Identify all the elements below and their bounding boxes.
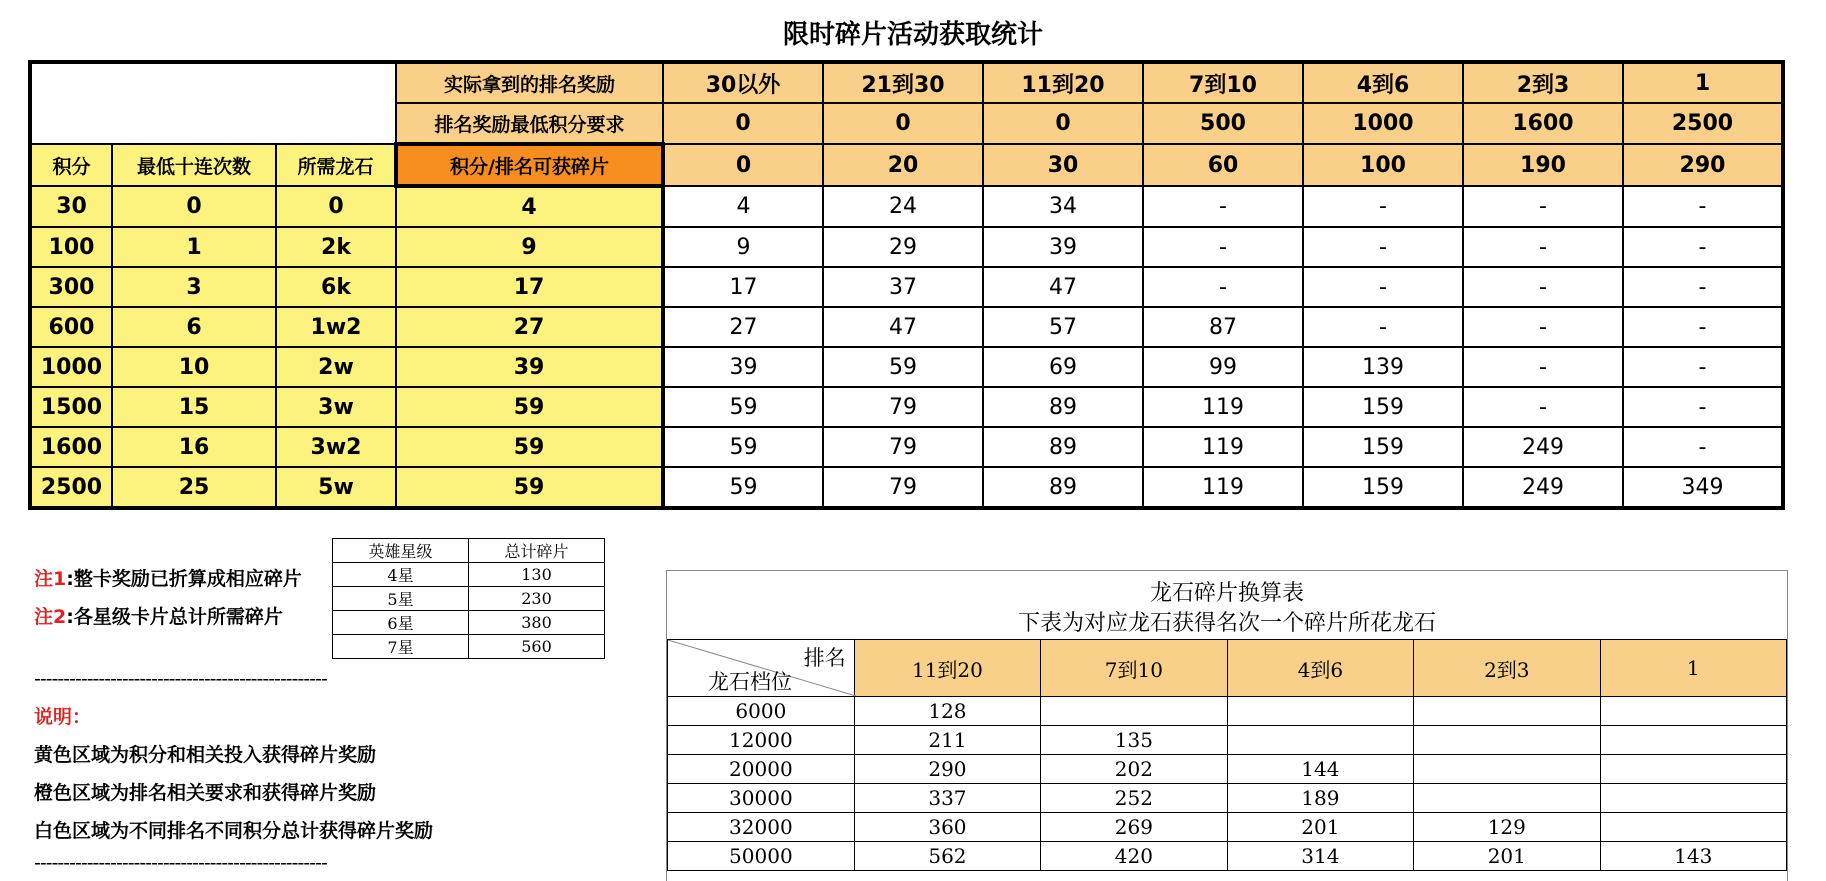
rank-header: 7到10: [1143, 62, 1303, 103]
table-row: [668, 697, 1787, 726]
dragon-cost-cell: 562: [854, 842, 1040, 871]
min-score-cell: 1600: [1463, 103, 1623, 144]
total-fragment-cell: -: [1463, 347, 1623, 387]
star-level-header: 英雄星级: [333, 539, 469, 563]
dragon-cost-cell: [1227, 697, 1413, 726]
min-score-cell: 0: [663, 103, 823, 144]
divider: --------------------------------------------------: [34, 852, 327, 874]
ten-pull-cell: 1: [112, 227, 276, 267]
dragon-cost-cell: [1414, 784, 1600, 813]
ten-pull-cell: 3: [112, 267, 276, 307]
explain-line: 白色区域为不同排名不同积分总计获得碎片奖励: [34, 820, 434, 842]
dragon-rank-header: 4到6: [1227, 640, 1413, 697]
dragon-cost-cell: 143: [1600, 842, 1786, 871]
score-cell: 30: [30, 186, 112, 227]
dragon-cost-cell: 201: [1414, 842, 1600, 871]
score-fragment-cell: 59: [396, 427, 663, 467]
dragon-cost-cell: 314: [1227, 842, 1413, 871]
total-fragment-cell: 159: [1303, 427, 1463, 467]
rank-fragment-cell: 30: [983, 144, 1143, 186]
total-fragment-cell: 89: [983, 387, 1143, 427]
dragon-cost-cell: 201: [1227, 813, 1413, 842]
dragon-cost-cell: 290: [854, 755, 1040, 784]
dragon-cost-cell: [1414, 697, 1600, 726]
table-row: [30, 427, 1783, 467]
table-row: [668, 813, 1787, 842]
total-fragments-header: 总计碎片: [469, 539, 605, 563]
min-score-cell: 500: [1143, 103, 1303, 144]
dragon-stone-cell: 3w: [276, 387, 396, 427]
dragon-tier-cell: 20000: [668, 755, 855, 784]
note-1: [34, 564, 302, 591]
score-header: 积分: [30, 144, 112, 186]
min-score-label: 排名奖励最低积分要求: [396, 103, 663, 144]
blank-corner: [30, 62, 396, 144]
ten-pull-header: 最低十连次数: [112, 144, 276, 186]
rank-fragment-cell: 190: [1463, 144, 1623, 186]
total-fragment-cell: 139: [1303, 347, 1463, 387]
total-fragment-cell: 47: [983, 267, 1143, 307]
total-fragment-cell: 119: [1143, 467, 1303, 508]
total-fragment-cell: -: [1463, 307, 1623, 347]
table-row: [30, 186, 1783, 227]
min-score-cell: 0: [823, 103, 983, 144]
star-fragment-cell: 380: [469, 611, 605, 635]
total-fragment-cell: -: [1623, 347, 1783, 387]
total-fragment-cell: -: [1303, 227, 1463, 267]
total-fragment-cell: -: [1463, 267, 1623, 307]
dragon-tier-cell: 30000: [668, 784, 855, 813]
star-fragment-table: [332, 538, 605, 659]
dragon-cost-cell: [1600, 813, 1786, 842]
dragon-table-title-text: 龙石碎片换算表: [1149, 581, 1304, 606]
rank-header: 1: [1623, 62, 1783, 103]
divider: --------------------------------------------------: [34, 668, 327, 690]
table-row: [668, 842, 1787, 871]
score-cell: 600: [30, 307, 112, 347]
total-fragment-cell: -: [1623, 227, 1783, 267]
fragments-label: 积分/排名可获碎片: [396, 144, 663, 186]
total-fragment-cell: 37: [823, 267, 983, 307]
dragon-stone-header: 所需龙石: [276, 144, 396, 186]
note-2-text: :各星级卡片总计所需碎片: [66, 606, 283, 628]
total-fragment-cell: 39: [663, 347, 823, 387]
total-fragment-cell: -: [1623, 186, 1783, 227]
ten-pull-cell: 0: [112, 186, 276, 227]
dragon-stone-cell: 3w2: [276, 427, 396, 467]
dragon-rank-header: 11到20: [854, 640, 1040, 697]
ten-pull-cell: 15: [112, 387, 276, 427]
star-level-cell: 7星: [333, 635, 469, 659]
score-cell: 100: [30, 227, 112, 267]
rank-header: 4到6: [1303, 62, 1463, 103]
score-cell: 300: [30, 267, 112, 307]
dragon-tier-cell: 12000: [668, 726, 855, 755]
score-fragment-cell: 59: [396, 387, 663, 427]
total-fragment-cell: -: [1463, 186, 1623, 227]
dragon-rank-header: 2到3: [1414, 640, 1600, 697]
total-fragment-cell: 69: [983, 347, 1143, 387]
total-fragment-cell: 59: [663, 427, 823, 467]
dragon-cost-cell: 189: [1227, 784, 1413, 813]
table-row: [30, 467, 1783, 508]
dragon-cost-cell: 360: [854, 813, 1040, 842]
total-fragment-cell: 79: [823, 467, 983, 508]
total-fragment-cell: 39: [983, 227, 1143, 267]
dragon-cost-cell: 337: [854, 784, 1040, 813]
rank-header: 30以外: [663, 62, 823, 103]
ten-pull-cell: 10: [112, 347, 276, 387]
dragon-cost-cell: [1600, 726, 1786, 755]
total-fragment-cell: 87: [1143, 307, 1303, 347]
total-fragment-cell: -: [1463, 387, 1623, 427]
total-fragment-cell: 349: [1623, 467, 1783, 508]
total-fragment-cell: 47: [823, 307, 983, 347]
score-cell: 2500: [30, 467, 112, 508]
note-1-prefix: 注1: [34, 568, 67, 590]
total-fragment-cell: 17: [663, 267, 823, 307]
total-fragment-cell: 59: [823, 347, 983, 387]
ten-pull-cell: 6: [112, 307, 276, 347]
rank-fragment-cell: 20: [823, 144, 983, 186]
score-fragment-cell: 39: [396, 347, 663, 387]
score-fragment-cell: 59: [396, 467, 663, 508]
total-fragment-cell: -: [1623, 307, 1783, 347]
score-fragment-cell: 4: [396, 186, 663, 227]
dragon-cost-cell: [1041, 697, 1227, 726]
dragon-stone-cell: 2k: [276, 227, 396, 267]
table-row: [333, 587, 605, 611]
total-fragment-cell: -: [1303, 186, 1463, 227]
dragon-cost-cell: 144: [1227, 755, 1413, 784]
rank-reward-label: 实际拿到的排名奖励: [396, 62, 663, 103]
corner-tier-label: 龙石档位: [708, 670, 792, 694]
dragon-tier-cell: 50000: [668, 842, 855, 871]
score-cell: 1600: [30, 427, 112, 467]
table-row: [668, 784, 1787, 813]
corner-header: [668, 640, 855, 697]
dragon-table-title: [667, 579, 1787, 639]
total-fragment-cell: 119: [1143, 427, 1303, 467]
dragon-stone-conversion: [666, 570, 1788, 881]
star-fragment-cell: 130: [469, 563, 605, 587]
table-row: [333, 563, 605, 587]
min-score-cell: 1000: [1303, 103, 1463, 144]
ten-pull-cell: 25: [112, 467, 276, 508]
total-fragment-cell: -: [1303, 307, 1463, 347]
fragment-stats-table: [28, 60, 1785, 510]
explain-title: 说明：: [34, 706, 92, 728]
total-fragment-cell: 79: [823, 387, 983, 427]
dragon-cost-cell: 269: [1041, 813, 1227, 842]
dragon-rank-header: 7到10: [1041, 640, 1227, 697]
dragon-table-subtitle: 下表为对应龙石获得名次一个碎片所花龙石: [1017, 611, 1436, 636]
total-fragment-cell: 4: [663, 186, 823, 227]
dragon-stone-cell: 5w: [276, 467, 396, 508]
total-fragment-cell: 89: [983, 467, 1143, 508]
total-fragment-cell: 34: [983, 186, 1143, 227]
dragon-cost-cell: 129: [1414, 813, 1600, 842]
total-fragment-cell: -: [1623, 267, 1783, 307]
total-fragment-cell: 27: [663, 307, 823, 347]
table-row: [30, 307, 1783, 347]
dragon-cost-cell: [1600, 697, 1786, 726]
star-level-cell: 6星: [333, 611, 469, 635]
note-1-text: :整卡奖励已折算成相应碎片: [66, 568, 302, 590]
dragon-cost-cell: 252: [1041, 784, 1227, 813]
total-fragment-cell: 9: [663, 227, 823, 267]
dragon-stone-cell: 2w: [276, 347, 396, 387]
total-fragment-cell: 24: [823, 186, 983, 227]
total-fragment-cell: -: [1143, 227, 1303, 267]
total-fragment-cell: -: [1143, 186, 1303, 227]
explain-line: 黄色区域为积分和相关投入获得碎片奖励: [34, 744, 377, 766]
score-cell: 1500: [30, 387, 112, 427]
dragon-cost-cell: 420: [1041, 842, 1227, 871]
page-title: 限时碎片活动获取统计: [782, 20, 1043, 50]
dragon-cost-cell: 128: [854, 697, 1040, 726]
dragon-cost-cell: [1414, 726, 1600, 755]
note-2: [34, 602, 283, 629]
total-fragment-cell: 249: [1463, 467, 1623, 508]
dragon-cost-cell: [1600, 755, 1786, 784]
rank-header: 21到30: [823, 62, 983, 103]
dragon-cost-cell: [1600, 784, 1786, 813]
dragon-cost-cell: 211: [854, 726, 1040, 755]
rank-fragment-cell: 60: [1143, 144, 1303, 186]
score-fragment-cell: 17: [396, 267, 663, 307]
rank-header: 11到20: [983, 62, 1143, 103]
score-cell: 1000: [30, 347, 112, 387]
table-row: [668, 755, 1787, 784]
star-fragment-cell: 560: [469, 635, 605, 659]
dragon-tier-cell: 32000: [668, 813, 855, 842]
total-fragment-cell: -: [1623, 387, 1783, 427]
dragon-cost-cell: [1227, 726, 1413, 755]
table-row: [668, 726, 1787, 755]
star-level-cell: 5星: [333, 587, 469, 611]
dragon-stone-cell: 0: [276, 186, 396, 227]
star-fragment-cell: 230: [469, 587, 605, 611]
ten-pull-cell: 16: [112, 427, 276, 467]
star-level-cell: 4星: [333, 563, 469, 587]
dragon-stone-cell: 6k: [276, 267, 396, 307]
total-fragment-cell: -: [1463, 227, 1623, 267]
total-fragment-cell: -: [1143, 267, 1303, 307]
table-row: [30, 387, 1783, 427]
total-fragment-cell: -: [1303, 267, 1463, 307]
total-fragment-cell: 59: [663, 467, 823, 508]
rank-fragment-cell: 290: [1623, 144, 1783, 186]
dragon-tier-cell: 6000: [668, 697, 855, 726]
table-row: [333, 635, 605, 659]
total-fragment-cell: 59: [663, 387, 823, 427]
table-row: [30, 227, 1783, 267]
rank-fragment-cell: 100: [1303, 144, 1463, 186]
table-row: [333, 611, 605, 635]
dragon-cost-cell: 202: [1041, 755, 1227, 784]
total-fragment-cell: 79: [823, 427, 983, 467]
total-fragment-cell: 29: [823, 227, 983, 267]
dragon-cost-cell: 135: [1041, 726, 1227, 755]
total-fragment-cell: 159: [1303, 387, 1463, 427]
note-2-prefix: 注2: [34, 606, 67, 628]
min-score-cell: 2500: [1623, 103, 1783, 144]
corner-rank-label: 排名: [803, 646, 846, 670]
total-fragment-cell: 119: [1143, 387, 1303, 427]
total-fragment-cell: 159: [1303, 467, 1463, 508]
total-fragment-cell: -: [1623, 427, 1783, 467]
dragon-cost-cell: [1414, 755, 1600, 784]
rank-header: 2到3: [1463, 62, 1623, 103]
dragon-stone-table: [667, 639, 1787, 871]
score-fragment-cell: 9: [396, 227, 663, 267]
total-fragment-cell: 249: [1463, 427, 1623, 467]
total-fragment-cell: 89: [983, 427, 1143, 467]
min-score-cell: 0: [983, 103, 1143, 144]
table-row: [30, 267, 1783, 307]
total-fragment-cell: 57: [983, 307, 1143, 347]
rank-fragment-cell: 0: [663, 144, 823, 186]
total-fragment-cell: 99: [1143, 347, 1303, 387]
table-row: [30, 347, 1783, 387]
dragon-stone-cell: 1w2: [276, 307, 396, 347]
score-fragment-cell: 27: [396, 307, 663, 347]
explain-line: 橙色区域为排名相关要求和获得碎片奖励: [34, 782, 377, 804]
dragon-rank-header: 1: [1600, 640, 1786, 697]
